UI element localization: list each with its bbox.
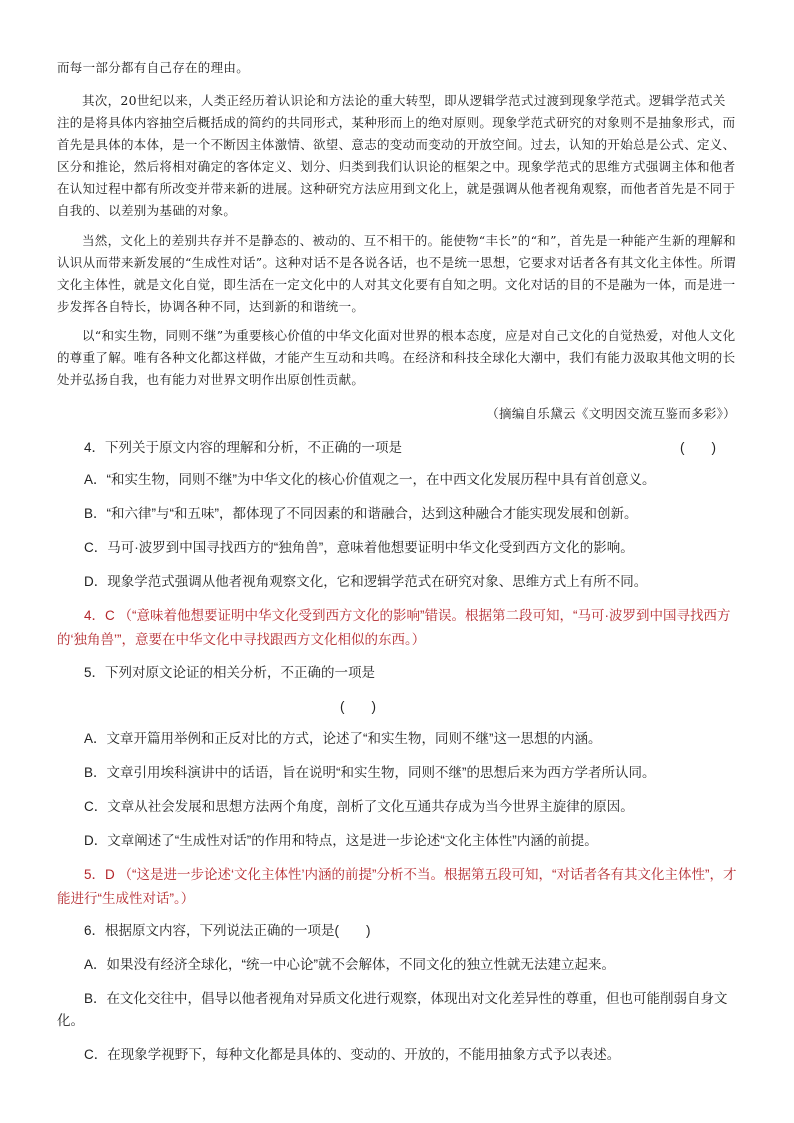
q4-option-c: C．马可·波罗到中国寻找西方的“独角兽”，意味着他想要证明中华文化受到西方文化的影响。 — [84, 540, 634, 555]
q4-answer-explanation: 4．C （“意味着他想要证明中华文化受到西方文化的影响”错误。根据第二段可知，“马可·波罗到中国寻找西方的‘独角兽’”，意要在中华文化中寻找跟西方文化相似的东西。） — [57, 608, 731, 647]
q5-option-d: D．文章阐述了“生成性对话”的作用和特点，这是进一步论述“文化主体性”内涵的前提。 — [84, 833, 598, 848]
q5-option-a: A．文章开篇用举例和正反对比的方式，论述了“和实生物，同则不继”这一思想的内涵。 — [84, 731, 602, 746]
q6-stem: 6．根据原文内容，下列说法正确的一项是( ) — [84, 923, 371, 938]
q5-stem: 5．下列对原文论证的相关分析，不正确的一项是 — [84, 665, 376, 680]
passage-paragraph-3: 以“和实生物，同则不继”为重要核心价值的中华文化面对世界的根本态度，应是对自己文化的自觉热爱，对他人文化的尊重了解。唯有各种文化都这样做，才能产生互动和共鸣。在经济和科技全球化大潮中，我们有能力汲取其他文明的长处并弘扬自我，也有能力对世界文明作出原创性贡献。 — [57, 328, 736, 387]
q4-option-d: D．现象学范式强调从他者视角观察文化，它和逻辑学范式在研究对象、思维方式上有所不同。 — [84, 574, 648, 589]
q6-option-b: B．在文化交往中，倡导以他者视角对异质文化进行观察，体现出对文化差异性的尊重，但也可能削弱自身文化。 — [57, 991, 728, 1028]
passage-source: （摘编自乐黛云《文明因交流互鉴而多彩》） — [486, 406, 736, 421]
passage-paragraph-2: 当然，文化上的差别共存并不是静态的、被动的、互不相干的。能使物“丰长”的“和”，首先是一种能产生新的理解和认识从而带来新发展的“生成性对话”。这种对话不是各说各话，也不是统一思想，它要求对话者各有其文化主体性。所谓文化主体性，就是文化自觉，即生活在一定文化中的人对其文化要有自知之明。文化对话的目的不是融为一体，而是进一步发挥各自特长，协调各种不同，达到新的和谐统一。 — [57, 233, 736, 314]
passage-paragraph-1: 其次，20世纪以来，人类正经历着认识论和方法论的重大转型，即从逻辑学范式过渡到现象学范式。逻辑学范式关注的是将具体内容抽空后概括成的简约的共同形式，某种形而上的绝对原则。现象学范式研究的对象则不是抽象形式，而首先是具体的本体，是一个不断因主体激情、欲望、意志的变动而变动的开放空间。过去，认知的开始总是公式、定义、区分和推论，然后将相对确定的客体定义、划分、归类到我们认识论的框架之中。现象学范式的思维方式强调主体和他者在认知过程中都有所改变并带来新的进展。这种研究方法应用到文化上，就是强调从他者视角观察，而他者首先是不同于自我的、以差别为基础的对象。 — [57, 93, 736, 218]
passage-paragraph-0: 而每一部分都有自己存在的理由。 — [57, 60, 250, 75]
q4-stem: 4．下列关于原文内容的理解和分析，不正确的一项是 — [84, 440, 403, 455]
q5-option-b: B．文章引用埃科演讲中的话语，旨在说明“和实生物，同则不继”的思想后来为西方学者所认同。 — [84, 765, 656, 780]
q5-option-c: C．文章从社会发展和思想方法两个角度，剖析了文化互通共存成为当今世界主旋律的原因。 — [84, 799, 634, 814]
q6-option-a: A．如果没有经济全球化，“统一中心论”就不会解体，不同文化的独立性就无法建立起来。 — [84, 957, 615, 972]
q4-option-a: A．“和实生物，同则不继”为中华文化的核心价值观之一，在中西文化发展历程中具有首创意义。 — [84, 472, 656, 487]
q4-answer-bracket: ( ) — [680, 440, 716, 455]
q5-answer-explanation: 5．D （“这是进一步论述‘文化主体性’内涵的前提”分析不当。根据第五段可知，“对话者各有其文化主体性”，才能进行“生成性对话”。） — [57, 867, 737, 906]
q5-answer-bracket: ( ) — [340, 699, 376, 714]
q4-option-b: B．“和六律”与“和五味”，都体现了不同因素的和谐融合，达到这种融合才能实现发展和创新。 — [84, 506, 638, 521]
q6-option-c: C．在现象学视野下，每种文化都是具体的、变动的、开放的，不能用抽象方式予以表述。 — [84, 1047, 621, 1062]
